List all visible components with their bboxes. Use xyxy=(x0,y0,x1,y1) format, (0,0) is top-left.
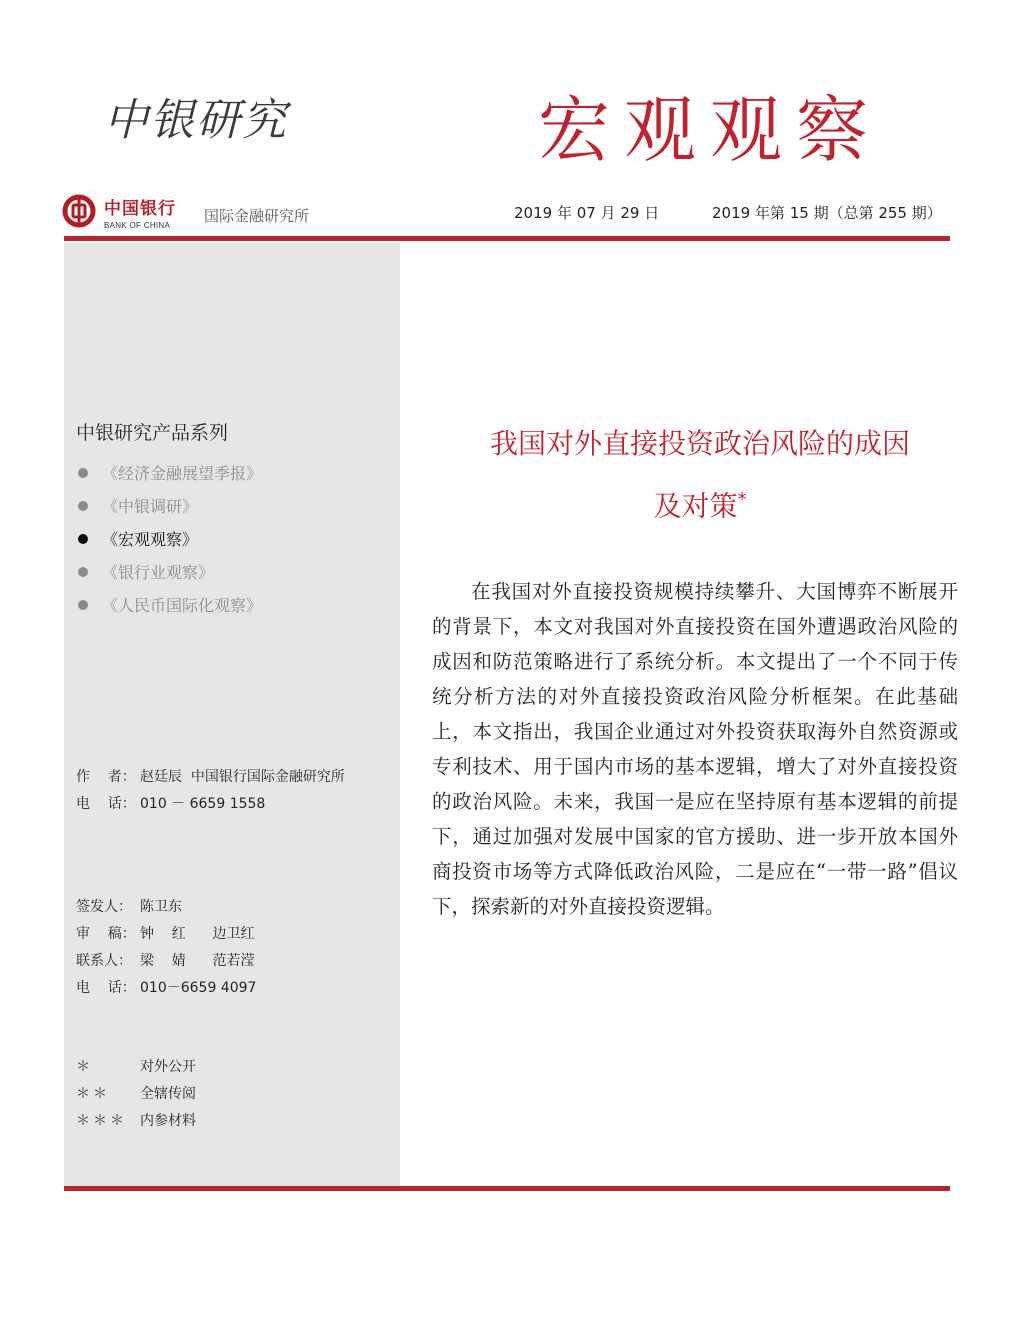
product-item xyxy=(76,456,262,489)
bank-name-en: BANK OF CHINA xyxy=(104,221,171,230)
author-phone-value: 010 － 6659 1558 xyxy=(140,796,266,812)
publish-date: 2019 年 07 月 29 日 xyxy=(514,204,660,222)
classification-row xyxy=(76,1081,196,1108)
contact-phone-value: 010－6659 4097 xyxy=(140,980,257,996)
product-list xyxy=(76,456,262,621)
bullet-icon xyxy=(78,567,88,577)
contact-phone-row xyxy=(76,975,256,1002)
product-label: 《宏观观察》 xyxy=(102,530,199,549)
classification-row xyxy=(76,1108,196,1135)
author-value: 赵廷辰 中国银行国际金融研究所 xyxy=(140,769,345,785)
classification-text: 对外公开 xyxy=(140,1059,196,1075)
author-label: 作 者： xyxy=(76,769,136,785)
contacts-row xyxy=(76,948,256,975)
footnote-mark: * xyxy=(737,489,747,510)
bullet-icon xyxy=(78,600,88,610)
reviewers-value: 钟 红 边卫红 xyxy=(140,926,255,942)
signer-row xyxy=(76,894,256,921)
classification-text: 内参材料 xyxy=(140,1113,196,1129)
article-title-line-1: 我国对外直接投资政治风险的成因 xyxy=(489,427,910,460)
product-item xyxy=(76,588,262,621)
product-item xyxy=(76,555,262,588)
bank-of-china-logo-icon xyxy=(62,194,96,228)
classification-mark: ＊ xyxy=(76,1059,93,1075)
classification-legend xyxy=(76,1054,196,1135)
header-divider xyxy=(64,236,950,241)
bullet-icon xyxy=(78,501,88,511)
product-label: 《人民币国际化观察》 xyxy=(102,596,263,615)
contacts-label: 联系人： xyxy=(76,953,132,969)
classification-row xyxy=(76,1054,196,1081)
author-phone-label: 电 话： xyxy=(76,796,136,812)
classification-mark: ＊＊ xyxy=(76,1086,110,1102)
article-abstract: 在我国对外直接投资规模持续攀升、大国博弈不断展开的背景下，本文对我国对外直接投资在国外遭遇政治风险的成因和防范策略进行了系统分析。本文提出了一个不同于传统分析方法的对外直接投资政治风险分析框架。在此基础上，本文指出，我国企业通过对外投资获取海外自然资源或专利技术、用于国内市场的基本逻辑，增大了对外直接投资的政治风险。未来，我国一是应在坚持原有基本逻辑的前提下，通过加强对发展中国家的官方援助、进一步开放本国外商投资市场等方式降低政治风险，二是应在“一带一路”倡议下，探索新的对外直接投资逻辑。 xyxy=(432,580,958,918)
institute-name: 国际金融研究所 xyxy=(204,207,310,225)
editorial-info xyxy=(76,894,256,1002)
bocri-logo-text: 中银研究 xyxy=(104,95,288,146)
author-info xyxy=(76,764,345,818)
product-item xyxy=(76,489,262,522)
issue-number: 2019 年第 15 期（总第 255 期） xyxy=(712,204,942,222)
product-label: 《银行业观察》 xyxy=(102,563,215,582)
article-title-line-2-text: 及对策 xyxy=(653,489,738,523)
classification-mark: ＊＊＊ xyxy=(76,1113,127,1129)
signer-value: 陈卫东 xyxy=(140,899,182,915)
author-phone-row xyxy=(76,791,345,818)
products-heading: 中银研究产品系列 xyxy=(76,422,229,444)
bank-name xyxy=(104,194,176,230)
bank-name-cn: 中国银行 xyxy=(104,199,176,219)
contact-phone-label: 电 话： xyxy=(76,980,136,996)
sidebar-panel xyxy=(64,243,400,1186)
classification-text: 全辖传阅 xyxy=(140,1086,196,1102)
reviewers-label: 审 稿： xyxy=(76,926,136,942)
series-title: 宏观观察 xyxy=(538,88,883,172)
article-title-line-2 xyxy=(420,472,980,534)
bullet-icon xyxy=(78,534,88,544)
author-row xyxy=(76,764,345,791)
product-item-current xyxy=(76,522,262,555)
signer-label: 签发人： xyxy=(76,899,132,915)
bullet-icon xyxy=(78,468,88,478)
product-label: 《经济金融展望季报》 xyxy=(102,464,263,483)
footer-divider xyxy=(64,1186,950,1191)
product-label: 《中银调研》 xyxy=(102,497,199,516)
article-title xyxy=(420,416,980,534)
contacts-value: 梁 婧 范若滢 xyxy=(140,953,255,969)
reviewers-row xyxy=(76,921,256,948)
